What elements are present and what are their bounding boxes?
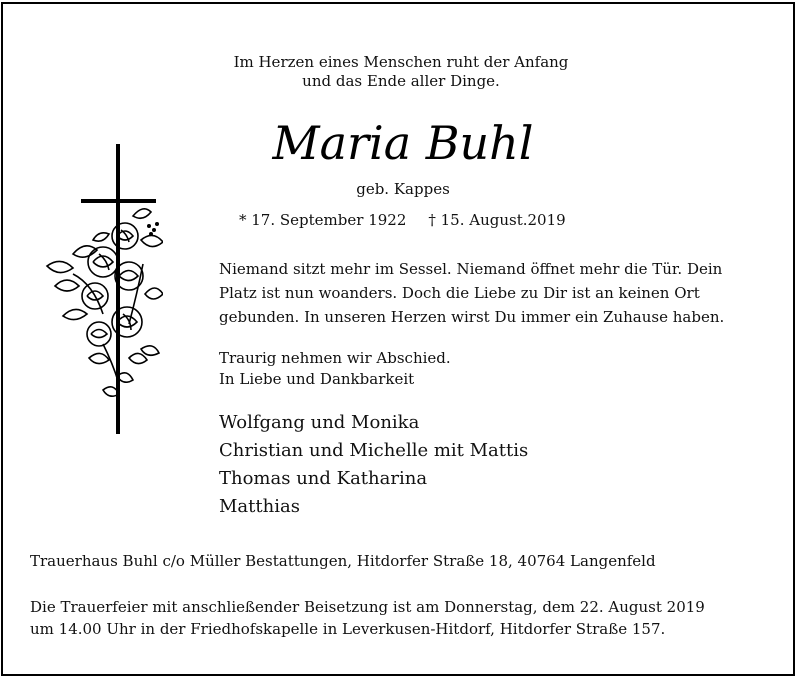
farewell-line-1: Traurig nehmen wir Abschied.: [219, 349, 451, 367]
message-line-2: Platz ist nun woanders. Doch die Liebe zu Dir ist an keinen Ort: [219, 284, 700, 302]
message-line-3: gebunden. In unseren Herzen wirst Du immer ein Zuhause haben.: [219, 308, 725, 326]
message-line-1: Niemand sitzt mehr im Sessel. Niemand öffnet mehr die Tür. Dein: [219, 260, 723, 278]
farewell-line-2: In Liebe und Dankbarkeit: [219, 370, 415, 388]
obituary-card: [1, 2, 795, 676]
message: [219, 257, 779, 329]
family-member: Christian und Michelle mit Mattis: [219, 440, 529, 461]
family-member: Matthias: [219, 496, 300, 517]
service-info: [30, 596, 705, 640]
deceased-name: Maria Buhl: [272, 116, 534, 170]
life-dates: [239, 211, 566, 229]
motto-line-1: Im Herzen eines Menschen ruht der Anfang: [233, 53, 569, 71]
birth-name: geb. Kappes: [356, 180, 450, 198]
family-member: Thomas und Katharina: [219, 468, 428, 489]
birth-date: * 17. September 1922: [239, 211, 407, 229]
motto-line-2: und das Ende aller Dinge.: [302, 72, 500, 90]
cross-with-roses-icon: [33, 144, 163, 439]
family-member: Wolfgang und Monika: [219, 412, 420, 433]
service-line-1: Die Trauerfeier mit anschließender Beisetzung ist am Donnerstag, dem 22. August 2019: [30, 598, 705, 616]
farewell: [219, 348, 451, 390]
mourning-house: Trauerhaus Buhl c/o Müller Bestattungen, Hitdorfer Straße 18, 40764 Langenfeld: [30, 552, 656, 570]
motto: [3, 53, 799, 91]
death-date: † 15. August.2019: [428, 211, 566, 229]
family-list: [219, 409, 528, 521]
service-line-2: um 14.00 Uhr in der Friedhofskapelle in Leverkusen-Hitdorf, Hitdorfer Straße 157.: [30, 620, 666, 638]
